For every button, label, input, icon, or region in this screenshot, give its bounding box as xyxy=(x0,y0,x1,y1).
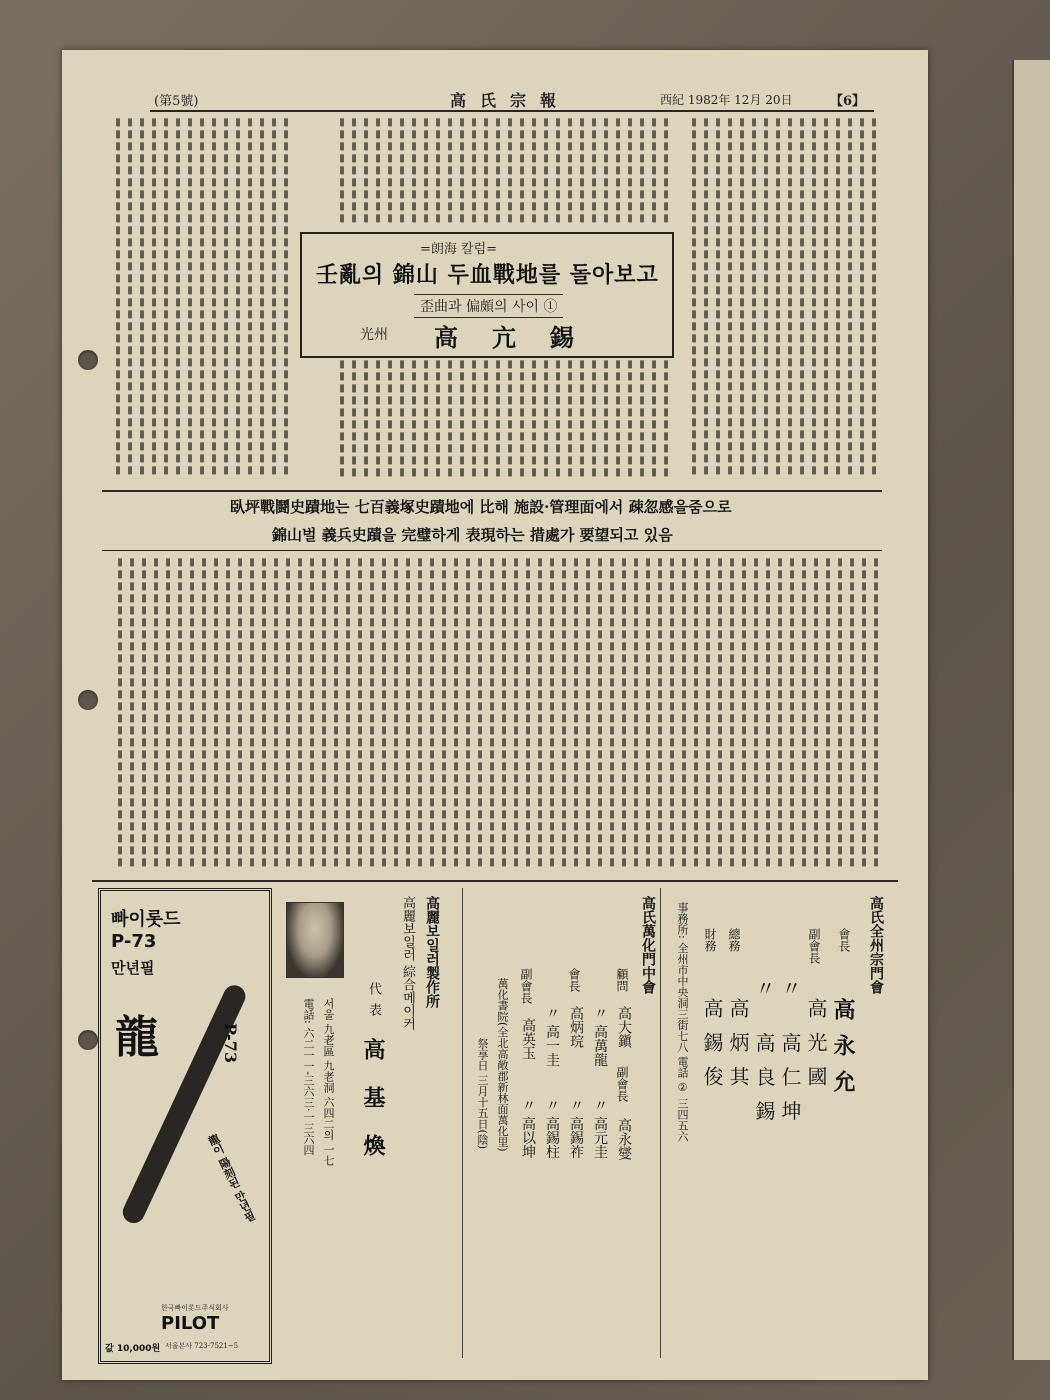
manhwa-org-name: 高氏萬化門中會 xyxy=(640,896,656,994)
member-name: 〃 高錫柱 xyxy=(544,1098,560,1159)
jeonju-chair-name: 高永允 xyxy=(830,998,856,1106)
representative-label: 代表 xyxy=(366,982,381,1024)
binder-hole xyxy=(78,350,98,370)
boiler-company-ad xyxy=(274,888,463,1358)
finance-label: 財務 xyxy=(703,928,717,952)
article-body-center-mid: ▮▮▮▮▮▮▮▮▮▮ ▮▮▮▮▮▮▮▮▮▮ ▮▮▮▮▮▮▮▮▮▮ ▮▮▮▮▮▮▮▮▮▮ ▮▮▮▮▮▮▮▮▮▮ ▮▮▮▮▮▮▮▮▮▮ ▮▮▮▮▮▮▮▮▮▮ ▮▮▮▮▮▮▮▮▮▮ ▮▮▮▮▮▮▮▮▮▮ ▮▮▮▮▮▮▮▮▮▮ ▮▮▮▮▮▮▮▮▮▮ ▮▮▮▮▮▮▮▮▮▮ ▮▮▮▮▮▮▮▮▮▮ ▮▮▮▮▮▮▮▮▮▮ ▮▮▮▮▮▮▮▮▮▮ ▮▮▮▮▮▮▮▮▮▮ ▮▮▮▮▮▮▮▮▮▮ ▮▮▮▮▮▮▮▮▮▮ ▮▮▮▮▮▮▮▮▮▮ ▮▮▮▮▮▮▮▮▮▮ ▮▮▮▮▮▮▮▮▮▮ ▮▮▮▮▮▮▮▮▮▮ ▮▮▮▮▮▮▮▮▮▮ ▮▮▮▮▮▮▮▮▮▮ ▮▮▮▮▮▮▮▮▮▮ ▮▮▮▮▮▮▮▮▮▮ ▮▮▮▮▮▮▮▮▮▮ ▮▮▮▮▮▮▮▮▮▮ xyxy=(336,358,672,478)
pilot-phone: 서울본사 723-7521~5 xyxy=(165,1342,239,1350)
boiler-address: 서울 九老區 九老洞 六四二의 一七 xyxy=(322,998,335,1166)
member-name: 〃 高一圭 xyxy=(544,1006,560,1067)
chair-label: 會長 xyxy=(567,968,581,992)
section-divider xyxy=(102,490,882,492)
jeonju-chair-label: 會長 xyxy=(837,928,851,952)
representative-portrait xyxy=(286,902,344,978)
section-divider xyxy=(102,550,882,551)
pilot-pen-ad xyxy=(98,888,272,1364)
ad-section-divider xyxy=(92,880,898,882)
chair-name: 高炳琓 xyxy=(568,1006,584,1048)
jeonju-org-name: 高氏全州宗門會 xyxy=(868,896,884,994)
manhwa-clan-ad xyxy=(470,888,661,1358)
member-name: 〃 高錫祚 xyxy=(568,1098,584,1159)
article-body-right-top: ▮▮▮▮▮▮▮▮▮▮▮▮▮▮▮▮▮▮▮▮▮▮▮▮▮▮▮▮▮▮ ▮▮▮▮▮▮▮▮▮▮▮▮▮▮▮▮▮▮▮▮▮▮▮▮▮▮▮▮▮▮ ▮▮▮▮▮▮▮▮▮▮▮▮▮▮▮▮▮▮▮▮▮▮▮▮▮▮▮▮▮▮ ▮▮▮▮▮▮▮▮▮▮▮▮▮▮▮▮▮▮▮▮▮▮▮▮▮▮▮▮▮▮ ▮▮▮▮▮▮▮▮▮▮▮▮▮▮▮▮▮▮▮▮▮▮▮▮▮▮▮▮▮▮ ▮▮▮▮▮▮▮▮▮▮▮▮▮▮▮▮▮▮▮▮▮▮▮▮▮▮▮▮▮▮ ▮▮▮▮▮▮▮▮▮▮▮▮▮▮▮▮▮▮▮▮▮▮▮▮▮▮▮▮▮▮ ▮▮▮▮▮▮▮▮▮▮▮▮▮▮▮▮▮▮▮▮▮▮▮▮▮▮▮▮▮▮ ▮▮▮▮▮▮▮▮▮▮▮▮▮▮▮▮▮▮▮▮▮▮▮▮▮▮▮▮▮▮ ▮▮▮▮▮▮▮▮▮▮▮▮▮▮▮▮▮▮▮▮▮▮▮▮▮▮▮▮▮▮ ▮▮▮▮▮▮▮▮▮▮▮▮▮▮▮▮▮▮▮▮▮▮▮▮▮▮▮▮▮▮ ▮▮▮▮▮▮▮▮▮▮▮▮▮▮▮▮▮▮▮▮▮▮▮▮▮▮▮▮▮▮ ▮▮▮▮▮▮▮▮▮▮▮▮▮▮▮▮▮▮▮▮▮▮▮▮▮▮▮▮▮▮ ▮▮▮▮▮▮▮▮▮▮▮▮▮▮▮▮▮▮▮▮▮▮▮▮▮▮▮▮▮▮ ▮▮▮▮▮▮▮▮▮▮▮▮▮▮▮▮▮▮▮▮▮▮▮▮▮▮▮▮▮▮ ▮▮▮▮▮▮▮▮▮▮▮▮▮▮▮▮▮▮▮▮▮▮▮▮▮▮▮▮▮▮ xyxy=(688,116,880,476)
author-location: 光州 xyxy=(360,327,388,343)
general-affairs-label: 總務 xyxy=(727,928,741,952)
adjacent-page-edge xyxy=(1012,60,1050,1360)
boiler-company-desc: 高麗보일러 綜合메이커 xyxy=(400,896,415,1031)
ceremony-date: 祭享日 三月十五日(陰) xyxy=(476,1038,489,1150)
pen-barrel-slogan: 龍이 陽刻된 만년필 xyxy=(205,1132,258,1225)
boiler-phone: 電話: 六二一一-三六三·一三六四 xyxy=(302,998,315,1156)
article-body-lower: ▮▮▮▮▮▮▮▮▮▮▮▮▮▮▮▮▮▮▮▮▮▮▮▮▮▮ ▮▮▮▮▮▮▮▮▮▮▮▮▮▮▮▮▮▮▮▮▮▮▮▮▮▮ ▮▮▮▮▮▮▮▮▮▮▮▮▮▮▮▮▮▮▮▮▮▮▮▮▮▮ ▮▮▮▮▮▮▮▮▮▮▮▮▮▮▮▮▮▮▮▮▮▮▮▮▮▮ ▮▮▮▮▮▮▮▮▮▮▮▮▮▮▮▮▮▮▮▮▮▮▮▮▮▮ ▮▮▮▮▮▮▮▮▮▮▮▮▮▮▮▮▮▮▮▮▮▮▮▮▮▮ ▮▮▮▮▮▮▮▮▮▮▮▮▮▮▮▮▮▮▮▮▮▮▮▮▮▮ ▮▮▮▮▮▮▮▮▮▮▮▮▮▮▮▮▮▮▮▮▮▮▮▮▮▮ ▮▮▮▮▮▮▮▮▮▮▮▮▮▮▮▮▮▮▮▮▮▮▮▮▮▮ ▮▮▮▮▮▮▮▮▮▮▮▮▮▮▮▮▮▮▮▮▮▮▮▮▮▮ ▮▮▮▮▮▮▮▮▮▮▮▮▮▮▮▮▮▮▮▮▮▮▮▮▮▮ ▮▮▮▮▮▮▮▮▮▮▮▮▮▮▮▮▮▮▮▮▮▮▮▮▮▮ ▮▮▮▮▮▮▮▮▮▮▮▮▮▮▮▮▮▮▮▮▮▮▮▮▮▮ ▮▮▮▮▮▮▮▮▮▮▮▮▮▮▮▮▮▮▮▮▮▮▮▮▮▮ ▮▮▮▮▮▮▮▮▮▮▮▮▮▮▮▮▮▮▮▮▮▮▮▮▮▮ ▮▮▮▮▮▮▮▮▮▮▮▮▮▮▮▮▮▮▮▮▮▮▮▮▮▮ ▮▮▮▮▮▮▮▮▮▮▮▮▮▮▮▮▮▮▮▮▮▮▮▮▮▮ ▮▮▮▮▮▮▮▮▮▮▮▮▮▮▮▮▮▮▮▮▮▮▮▮▮▮ ▮▮▮▮▮▮▮▮▮▮▮▮▮▮▮▮▮▮▮▮▮▮▮▮▮▮ ▮▮▮▮▮▮▮▮▮▮▮▮▮▮▮▮▮▮▮▮▮▮▮▮▮▮ ▮▮▮▮▮▮▮▮▮▮▮▮▮▮▮▮▮▮▮▮▮▮▮▮▮▮ ▮▮▮▮▮▮▮▮▮▮▮▮▮▮▮▮▮▮▮▮▮▮▮▮▮▮ ▮▮▮▮▮▮▮▮▮▮▮▮▮▮▮▮▮▮▮▮▮▮▮▮▮▮ ▮▮▮▮▮▮▮▮▮▮▮▮▮▮▮▮▮▮▮▮▮▮▮▮▮▮ ▮▮▮▮▮▮▮▮▮▮▮▮▮▮▮▮▮▮▮▮▮▮▮▮▮▮ ▮▮▮▮▮▮▮▮▮▮▮▮▮▮▮▮▮▮▮▮▮▮▮▮▮▮ ▮▮▮▮▮▮▮▮▮▮▮▮▮▮▮▮▮▮▮▮▮▮▮▮▮▮ ▮▮▮▮▮▮▮▮▮▮▮▮▮▮▮▮▮▮▮▮▮▮▮▮▮▮ ▮▮▮▮▮▮▮▮▮▮▮▮▮▮▮▮▮▮▮▮▮▮▮▮▮▮ ▮▮▮▮▮▮▮▮▮▮▮▮▮▮▮▮▮▮▮▮▮▮▮▮▮▮ ▮▮▮▮▮▮▮▮▮▮▮▮▮▮▮▮▮▮▮▮▮▮▮▮▮▮ ▮▮▮▮▮▮▮▮▮▮▮▮▮▮▮▮▮▮▮▮▮▮▮▮▮▮ ▮▮▮▮▮▮▮▮▮▮▮▮▮▮▮▮▮▮▮▮▮▮▮▮▮▮ ▮▮▮▮▮▮▮▮▮▮▮▮▮▮▮▮▮▮▮▮▮▮▮▮▮▮ ▮▮▮▮▮▮▮▮▮▮▮▮▮▮▮▮▮▮▮▮▮▮▮▮▮▮ ▮▮▮▮▮▮▮▮▮▮▮▮▮▮▮▮▮▮▮▮▮▮▮▮▮▮ ▮▮▮▮▮▮▮▮▮▮▮▮▮▮▮▮▮▮▮▮▮▮▮▮▮▮ ▮▮▮▮▮▮▮▮▮▮▮▮▮▮▮▮▮▮▮▮▮▮▮▮▮▮ ▮▮▮▮▮▮▮▮▮▮▮▮▮▮▮▮▮▮▮▮▮▮▮▮▮▮ ▮▮▮▮▮▮▮▮▮▮▮▮▮▮▮▮▮▮▮▮▮▮▮▮▮▮ ▮▮▮▮▮▮▮▮▮▮▮▮▮▮▮▮▮▮▮▮▮▮▮▮▮▮ ▮▮▮▮▮▮▮▮▮▮▮▮▮▮▮▮▮▮▮▮▮▮▮▮▮▮ ▮▮▮▮▮▮▮▮▮▮▮▮▮▮▮▮▮▮▮▮▮▮▮▮▮▮ ▮▮▮▮▮▮▮▮▮▮▮▮▮▮▮▮▮▮▮▮▮▮▮▮▮▮ ▮▮▮▮▮▮▮▮▮▮▮▮▮▮▮▮▮▮▮▮▮▮▮▮▮▮ ▮▮▮▮▮▮▮▮▮▮▮▮▮▮▮▮▮▮▮▮▮▮▮▮▮▮ ▮▮▮▮▮▮▮▮▮▮▮▮▮▮▮▮▮▮▮▮▮▮▮▮▮▮ ▮▮▮▮▮▮▮▮▮▮▮▮▮▮▮▮▮▮▮▮▮▮▮▮▮▮ ▮▮▮▮▮▮▮▮▮▮▮▮▮▮▮▮▮▮▮▮▮▮▮▮▮▮ ▮▮▮▮▮▮▮▮▮▮▮▮▮▮▮▮▮▮▮▮▮▮▮▮▮▮ ▮▮▮▮▮▮▮▮▮▮▮▮▮▮▮▮▮▮▮▮▮▮▮▮▮▮ ▮▮▮▮▮▮▮▮▮▮▮▮▮▮▮▮▮▮▮▮▮▮▮▮▮▮ ▮▮▮▮▮▮▮▮▮▮▮▮▮▮▮▮▮▮▮▮▮▮▮▮▮▮ ▮▮▮▮▮▮▮▮▮▮▮▮▮▮▮▮▮▮▮▮▮▮▮▮▮▮ ▮▮▮▮▮▮▮▮▮▮▮▮▮▮▮▮▮▮▮▮▮▮▮▮▮▮ ▮▮▮▮▮▮▮▮▮▮▮▮▮▮▮▮▮▮▮▮▮▮▮▮▮▮ ▮▮▮▮▮▮▮▮▮▮▮▮▮▮▮▮▮▮▮▮▮▮▮▮▮▮ ▮▮▮▮▮▮▮▮▮▮▮▮▮▮▮▮▮▮▮▮▮▮▮▮▮▮ ▮▮▮▮▮▮▮▮▮▮▮▮▮▮▮▮▮▮▮▮▮▮▮▮▮▮ ▮▮▮▮▮▮▮▮▮▮▮▮▮▮▮▮▮▮▮▮▮▮▮▮▮▮ ▮▮▮▮▮▮▮▮▮▮▮▮▮▮▮▮▮▮▮▮▮▮▮▮▮▮ ▮▮▮▮▮▮▮▮▮▮▮▮▮▮▮▮▮▮▮▮▮▮▮▮▮▮ ▮▮▮▮▮▮▮▮▮▮▮▮▮▮▮▮▮▮▮▮▮▮▮▮▮▮ ▮▮▮▮▮▮▮▮▮▮▮▮▮▮▮▮▮▮▮▮▮▮▮▮▮▮ xyxy=(114,556,882,868)
jeonju-office-address: 事務所: 全州市中央洞三街七八 電話 ② 三四五六 xyxy=(676,902,689,1142)
article-body-left-top: ▮▮▮▮▮▮▮▮▮▮▮▮▮▮▮▮▮▮▮▮▮▮▮▮▮▮▮▮▮▮ ▮▮▮▮▮▮▮▮▮▮▮▮▮▮▮▮▮▮▮▮▮▮▮▮▮▮▮▮▮▮ ▮▮▮▮▮▮▮▮▮▮▮▮▮▮▮▮▮▮▮▮▮▮▮▮▮▮▮▮▮▮ ▮▮▮▮▮▮▮▮▮▮▮▮▮▮▮▮▮▮▮▮▮▮▮▮▮▮▮▮▮▮ ▮▮▮▮▮▮▮▮▮▮▮▮▮▮▮▮▮▮▮▮▮▮▮▮▮▮▮▮▮▮ ▮▮▮▮▮▮▮▮▮▮▮▮▮▮▮▮▮▮▮▮▮▮▮▮▮▮▮▮▮▮ ▮▮▮▮▮▮▮▮▮▮▮▮▮▮▮▮▮▮▮▮▮▮▮▮▮▮▮▮▮▮ ▮▮▮▮▮▮▮▮▮▮▮▮▮▮▮▮▮▮▮▮▮▮▮▮▮▮▮▮▮▮ ▮▮▮▮▮▮▮▮▮▮▮▮▮▮▮▮▮▮▮▮▮▮▮▮▮▮▮▮▮▮ ▮▮▮▮▮▮▮▮▮▮▮▮▮▮▮▮▮▮▮▮▮▮▮▮▮▮▮▮▮▮ ▮▮▮▮▮▮▮▮▮▮▮▮▮▮▮▮▮▮▮▮▮▮▮▮▮▮▮▮▮▮ ▮▮▮▮▮▮▮▮▮▮▮▮▮▮▮▮▮▮▮▮▮▮▮▮▮▮▮▮▮▮ ▮▮▮▮▮▮▮▮▮▮▮▮▮▮▮▮▮▮▮▮▮▮▮▮▮▮▮▮▮▮ ▮▮▮▮▮▮▮▮▮▮▮▮▮▮▮▮▮▮▮▮▮▮▮▮▮▮▮▮▮▮ ▮▮▮▮▮▮▮▮▮▮▮▮▮▮▮▮▮▮▮▮▮▮▮▮▮▮▮▮▮▮ xyxy=(112,116,292,476)
pen-barrel-model: P-73 xyxy=(221,1023,240,1064)
pilot-logo: PILOT xyxy=(161,1313,220,1334)
member-name: 〃 高以坤 xyxy=(520,1098,536,1159)
issue-date: 西紀 1982年 12月 20日 xyxy=(660,93,793,107)
advertisement-section xyxy=(92,888,898,1360)
representative-name: 高基煥 xyxy=(360,1038,386,1182)
jeonju-vice-name: 〃 高良錫 xyxy=(752,978,776,1135)
pilot-maker: 한국빠이롯드주식회사 xyxy=(161,1304,229,1312)
column-title: 壬亂의 錦山 두血戰地를 돌아보고 xyxy=(316,262,659,288)
member-name: 〃 高元圭 xyxy=(592,1098,608,1159)
jeonju-vice-name: 〃 高仁坤 xyxy=(778,978,802,1135)
newspaper-name: 高氏宗報 xyxy=(450,91,571,110)
issue-number: (第5號) xyxy=(154,94,199,109)
finance-name: 高錫俊 xyxy=(700,998,724,1100)
boiler-company-name: 高麗보일러製作所 xyxy=(424,896,440,1008)
headline-line-1: 臥坪戰鬪史蹟地는 七百義塚史蹟地에 比해 施設·管理面에서 疎忽感을줌으로 xyxy=(230,498,732,516)
vice-chair-name: 高英玉 xyxy=(520,1018,536,1060)
vice-chair-label: 副會長 xyxy=(519,968,533,1004)
jeonju-vice-label: 副會長 xyxy=(807,928,821,964)
jeonju-vice-name: 高光國 xyxy=(804,998,828,1100)
pilot-model: P-73 xyxy=(111,931,157,952)
headline-line-2: 錦山벌 義兵史蹟을 完璧하게 表現하는 措處가 要望되고 있음 xyxy=(272,526,673,544)
general-affairs-name: 高炳其 xyxy=(726,998,750,1100)
vice-chair-name: 高永燮 xyxy=(616,1118,632,1160)
page-number: 【6】 xyxy=(830,94,866,109)
dragon-character: 龍 xyxy=(115,1012,159,1063)
jeonju-clan-ad xyxy=(668,888,892,1358)
vice-chair-label: 副會長 xyxy=(615,1066,629,1102)
column-series-label: =朗海 칼럼= xyxy=(420,242,498,257)
pilot-brand-korean: 빠이롯드 xyxy=(111,909,181,930)
column-subtitle: 歪曲과 偏頗의 사이 ① xyxy=(414,294,563,318)
binder-hole xyxy=(78,690,98,710)
pilot-price: 값 10,000원 xyxy=(105,1344,161,1354)
masthead xyxy=(150,88,874,112)
seowon-location: 萬化書院(全北高敞郡新林面萬化里) xyxy=(496,978,509,1152)
advisor-name: 高大鎭 xyxy=(616,1006,632,1048)
pilot-tagline: 만년필 xyxy=(111,959,155,977)
member-name: 〃 高萬龍 xyxy=(592,1006,608,1067)
newspaper-page xyxy=(62,50,928,1380)
advisor-label: 顧問 xyxy=(615,968,629,992)
article-body-center-top: ▮▮▮▮▮▮▮▮▮ ▮▮▮▮▮▮▮▮▮ ▮▮▮▮▮▮▮▮▮ ▮▮▮▮▮▮▮▮▮ ▮▮▮▮▮▮▮▮▮ ▮▮▮▮▮▮▮▮▮ ▮▮▮▮▮▮▮▮▮ ▮▮▮▮▮▮▮▮▮ ▮▮▮▮▮▮▮▮▮ ▮▮▮▮▮▮▮▮▮ ▮▮▮▮▮▮▮▮▮ ▮▮▮▮▮▮▮▮▮ ▮▮▮▮▮▮▮▮▮ ▮▮▮▮▮▮▮▮▮ ▮▮▮▮▮▮▮▮▮ ▮▮▮▮▮▮▮▮▮ ▮▮▮▮▮▮▮▮▮ ▮▮▮▮▮▮▮▮▮ ▮▮▮▮▮▮▮▮▮ ▮▮▮▮▮▮▮▮▮ ▮▮▮▮▮▮▮▮▮ ▮▮▮▮▮▮▮▮▮ ▮▮▮▮▮▮▮▮▮ ▮▮▮▮▮▮▮▮▮ ▮▮▮▮▮▮▮▮▮ ▮▮▮▮▮▮▮▮▮ ▮▮▮▮▮▮▮▮▮ ▮▮▮▮▮▮▮▮▮ xyxy=(336,116,672,224)
column-title-box xyxy=(300,232,674,358)
author-name: 高亢錫 xyxy=(434,323,608,352)
